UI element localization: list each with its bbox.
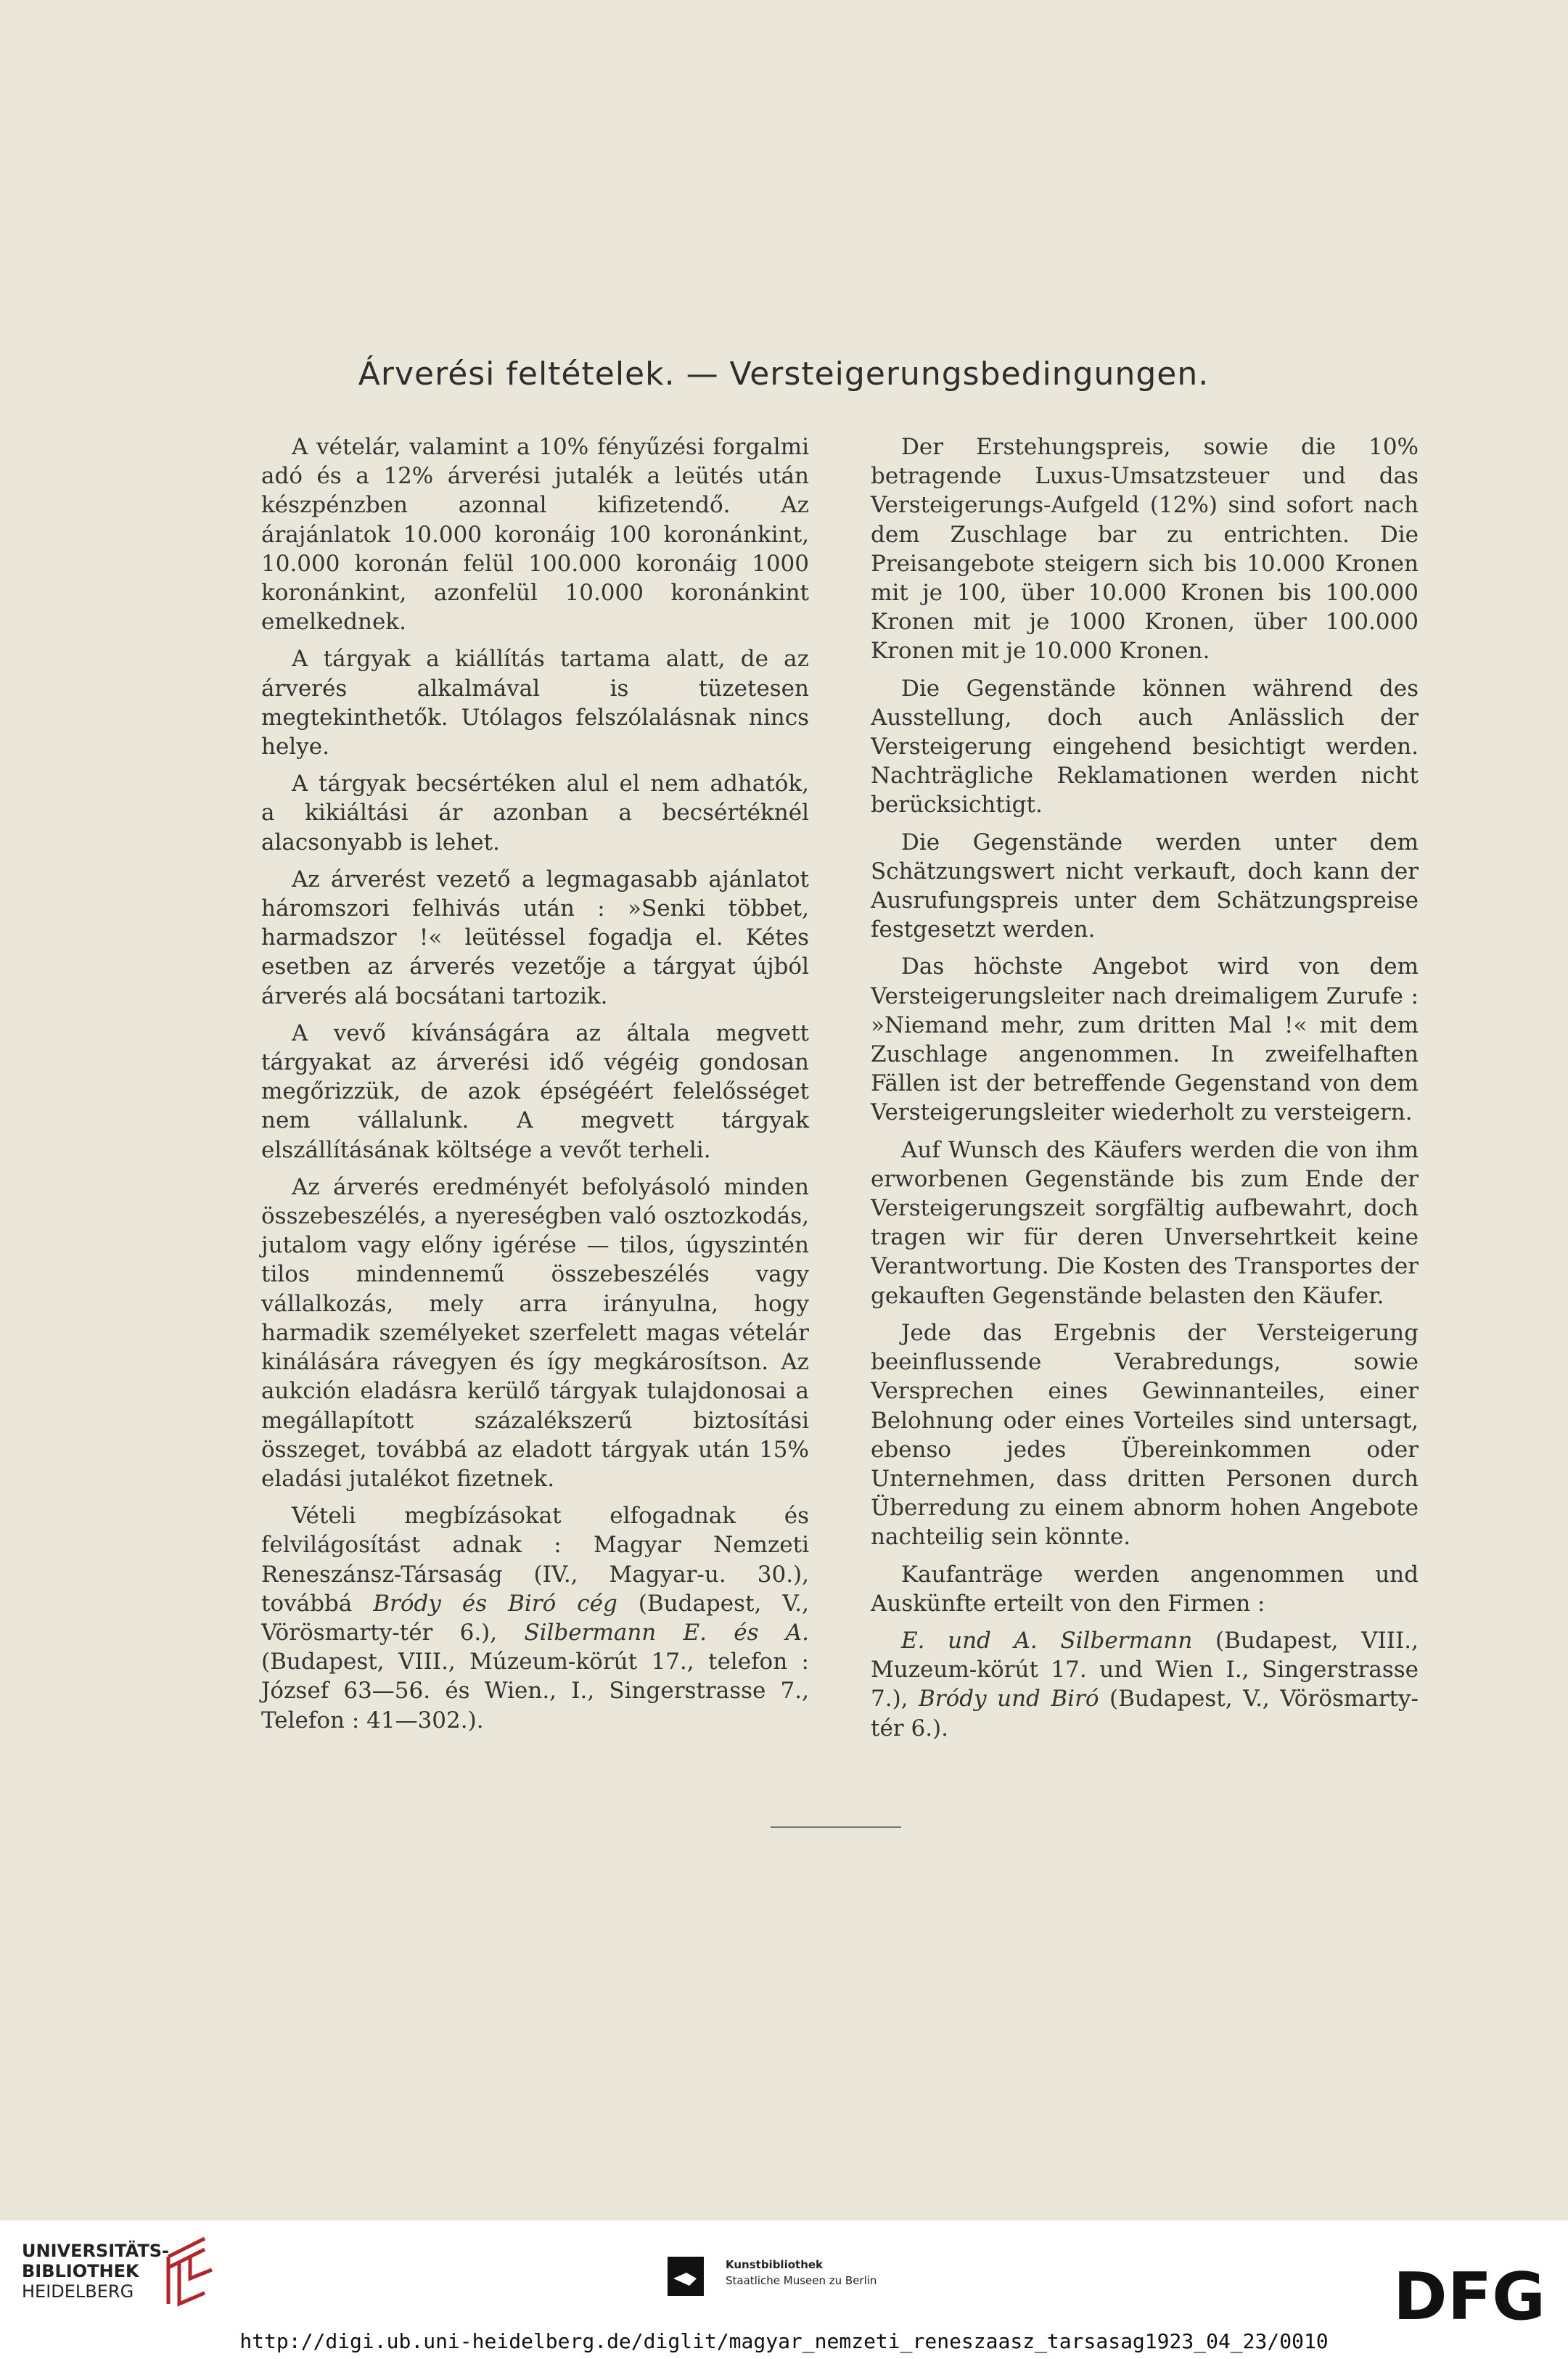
source-url-link[interactable]: http://digi.ub.uni-heidelberg.de/diglit/magyar_nemzeti_reneszaasz_tarsasag1923_04_23/0010 — [239, 2329, 1329, 2353]
hu-paragraph-3: A tárgyak becsértéken alul el nem adhatók, a kikiáltási ár azonban a becsértéknél alacsonyabb is lehet. — [261, 771, 809, 856]
kunstbibliothek-label[interactable]: Kunstbibliothek Staatliche Museen zu Berlin — [726, 2258, 877, 2287]
de-paragraph-4: Das höchste Angebot wird von dem Versteigerungsleiter nach dreimaligem Zurufe : »Niemand mehr, zum dritten Mal !« mit dem Zuschlage angenommen. In zweifelhaften Fällen ist der betreffende Gegenstand von dem Versteigerungsleiter wiederholt zu versteigern. — [871, 953, 1419, 1126]
hu-paragraph-2: A tárgyak a kiállítás tartama alatt, de az árverés alkalmával is tüzetesen megtekinthetők. Utólagos felszólalásnak nincs helye. — [261, 646, 809, 760]
de-paragraph-7: Kaufanträge werden angenommen und Auskünfte erteilt von den Firmen : — [871, 1561, 1419, 1617]
de-paragraph-8: E. und A. Silbermann (Budapest, VIII., Muzeum-körút 17. und Wien I., Singerstrasse 7.), Bródy und Biró (Budapest, V., Vörösmarty-tér 6.). — [871, 1627, 1419, 1741]
dfg-logo[interactable] — [1393, 2262, 1553, 2328]
de-paragraph-6: Jede das Ergebnis der Versteigerung beeinflussende Verabredungs, sowie Versprechen eines Gewinnanteiles, einer Belohnung oder eines Vorteiles sind untersagt, ebenso jedes Übereinkommen oder Unternehmen, dass dritten Personen durch Überredung zu einem abnorm hohen Angebote nachteilig sein könnte. — [871, 1319, 1419, 1551]
hu-paragraph-6: Az árverés eredményét befolyásoló minden összebeszélés, a nyereségben való osztozkodás, jutalom vagy előny igérése — tilos, úgyszintén tilos mindennemű összebeszélés vagy vállalkozás, mely arra irányulna, hogy harmadik személyeket szerfelett magas vételár kinálására rávegyen és így megkárosítson. Az aukción eladásra kerülő tárgyak tulajdonosai a megállapított százalékszerű biztosítási összeget, továbbá az eladott tárgyak után 15% eladási jutalékot fizetnek. — [261, 1173, 809, 1492]
de-firm-brody: Bródy und Biró — [919, 1686, 1099, 1712]
kunstbibliothek-logo-icon — [668, 2257, 704, 2296]
hu-paragraph-7: Vételi megbízásokat elfogadnak és felvilágosítást adnak : Magyar Nemzeti Reneszánsz-Társaság (IV., Magyar-u. 30.), továbbá Bródy és Biró cég (Budapest, V., Vörösmarty-tér 6.), Silbermann E. és A. (Budapest, VIII., Múzeum-körút 17., telefon : József 63—56. és Wien., I., Singerstrasse 7., Telefon : 41—302.). — [261, 1503, 809, 1734]
de-firm-silbermann: E. und A. Silbermann — [901, 1627, 1193, 1654]
page-title: Árverési feltételek. — Versteigerungsbedingungen. — [358, 356, 1210, 393]
hu-firm-silbermann: Silbermann E. és A. — [524, 1619, 809, 1646]
hu-paragraph-4: Az árverést vezető a legmagasabb ajánlatot háromszori felhivás után : »Senki többet, harmadszor !« leütéssel fogadja el. Kétes esetben az árverés vezetője a tárgyat újból árverés alá bocsátani tartozik. — [261, 866, 809, 1009]
end-rule — [771, 1826, 901, 1828]
dfg-logo-text: DFG — [1393, 2262, 1546, 2328]
hu-paragraph-5: A vevő kívánságára az általa megvett tárgyakat az árverési idő végéig gondosan megőrizzük, de azok épségéért felelősséget nem vállalunk. A megvett tárgyak elszállításának költsége a vevőt terheli. — [261, 1020, 809, 1163]
de-paragraph-2: Die Gegenstände können während des Ausstellung, doch auch Anlässlich der Versteigerung eingehend besichtigt werden. Nachträgliche Reklamationen werden nicht berücksichtigt. — [871, 675, 1419, 819]
hu-paragraph-1: A vételár, valamint a 10% fényűzési forgalmi adó és a 12% árverési jutalék a leütés után készpénzben azonnal kifizetendő. Az árajánlatok 10.000 koronáig 100 koronánkint, 10.000 koronán felül 100.000 koronáig 1000 koronánkint, azonfelül 10.000 koronánkint emelkednek. — [261, 434, 809, 636]
de-paragraph-1: Der Erstehungspreis, sowie die 10% betragende Luxus-Umsatzsteuer und das Versteigerungs-Aufgeld (12%) sind sofort nach dem Zuschlage bar zu entrichten. Die Preisangebote steigern sich bis 10.000 Kronen mit je 100, über 10.000 Kronen bis 100.000 Kronen mit je 1000 Kronen, über 100.000 Kronen mit je 10.000 Kronen. — [871, 434, 1419, 665]
de-paragraph-5: Auf Wunsch des Käufers werden die von ihm erworbenen Gegenstände bis zum Ende der Versteigerungszeit sorgfältig aufbewahrt, doch tragen wir für deren Unversehrtkeit keine Verantwortung. Die Kosten des Transportes der gekauften Gegenstände belasten den Käufer. — [871, 1136, 1419, 1309]
hu-firm-brody: Bródy és Biró cég — [373, 1590, 617, 1617]
university-library-logo[interactable]: UNIVERSITÄTS- BIBLIOTHEK HEIDELBERG — [22, 2241, 170, 2302]
german-column — [871, 432, 1419, 1751]
de-paragraph-3: Die Gegenstände werden unter dem Schätzungswert nicht verkauft, doch kann der Ausrufungspreis unter dem Schätzungspreise festgesetzt werden. — [871, 829, 1419, 943]
heidelberg-emblem-icon — [161, 2235, 219, 2307]
hungarian-column — [261, 432, 809, 1743]
